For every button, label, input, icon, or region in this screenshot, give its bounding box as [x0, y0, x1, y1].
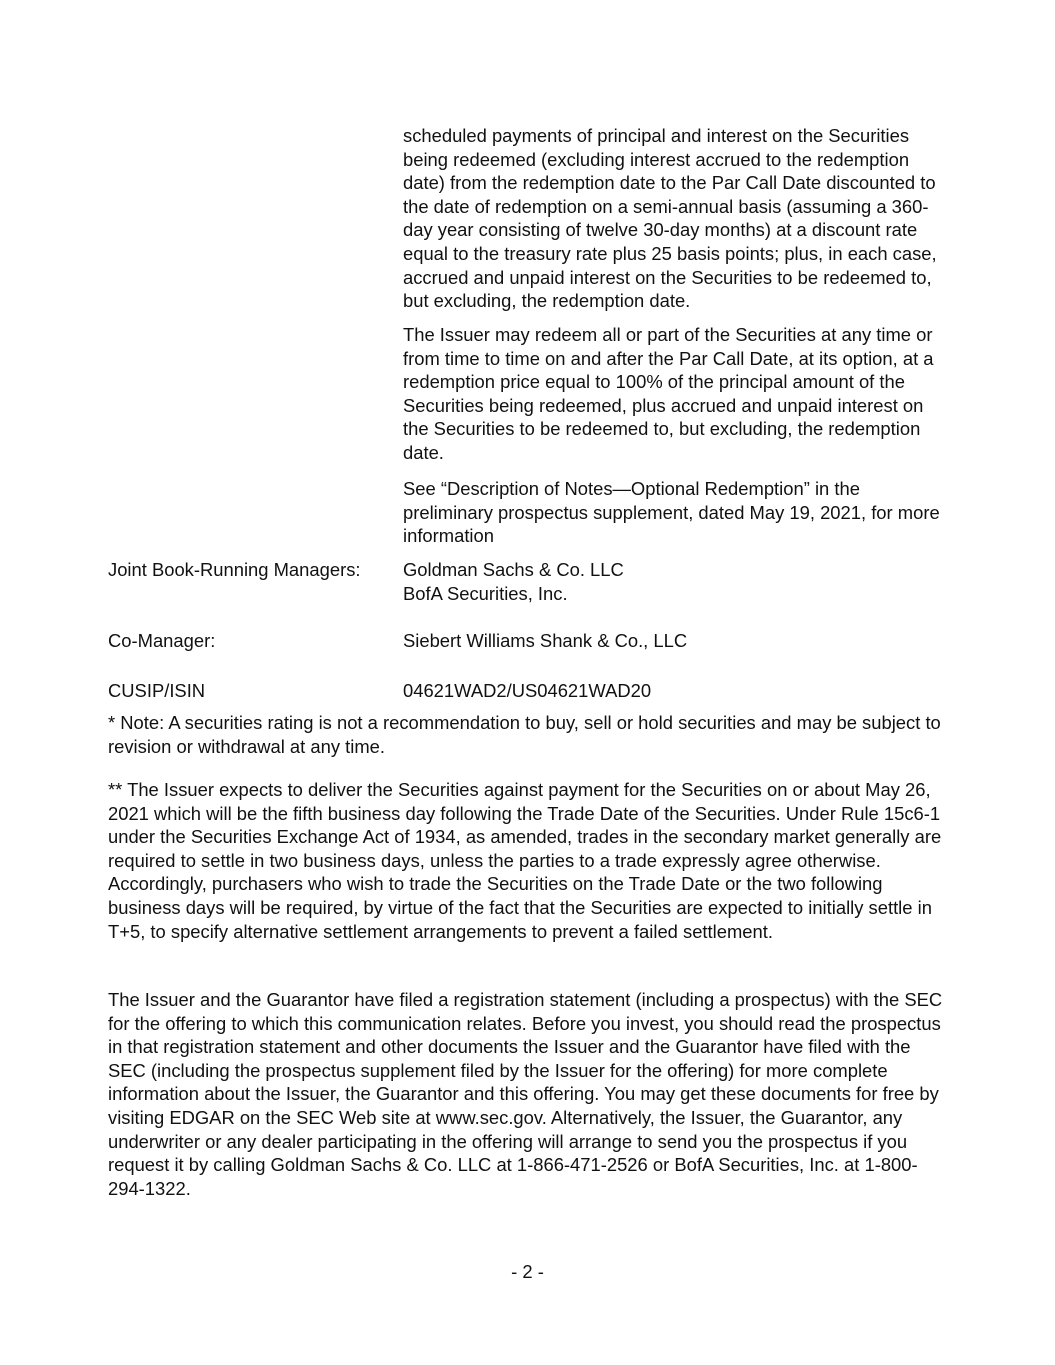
- settlement-note: ** The Issuer expects to deliver the Securities against payment for the Securities on or about May 26, 2021 which will be the fifth business day following the Trade Date of the Securities. Under Rule 15c6-1 under the Securities Exchange Act of 1934, as amended, trades in the secondary market generally are required to settle in two business days, unless the parties to a trade expressly agree otherwise. Accordingly, purchasers who wish to trade the Securities on the Trade Date or the two following business days will be required, by virtue of the fact that the Securities are expected to initially settle in T+5, to specify alternative settlement arrangements to prevent a failed settlement.: [108, 779, 942, 942]
- rating-note: * Note: A securities rating is not a recommendation to buy, sell or hold securities and may be subject to revision or withdrawal at any time.: [108, 712, 941, 757]
- redemption-section: [403, 124, 951, 313]
- page-number: - 2 -: [511, 1261, 544, 1282]
- co-manager-label: Co-Manager:: [108, 630, 216, 651]
- redemption-see-also: See “Description of Notes—Optional Redemption” in the preliminary prospectus supplement, dated May 19, 2021, for more information: [403, 478, 940, 547]
- joint-managers-label: Joint Book-Running Managers:: [108, 559, 361, 580]
- co-manager-value: Siebert Williams Shank & Co., LLC: [403, 630, 688, 651]
- joint-manager-2: BofA Securities, Inc.: [403, 583, 568, 604]
- redemption-paragraph-1: scheduled payments of principal and interest on the Securities being redeemed (excluding interest accrued to the redemption date) from the redemption date to the Par Call Date discounted to the date of redemption on a semi-annual basis (assuming a 360-day year consisting of twelve 30-day months) at a discount rate equal to the treasury rate plus 25 basis points; plus, in each case, accrued and unpaid interest on the Securities to be redeemed to, but excluding, the redemption date.: [403, 125, 937, 312]
- prospectus-legend: The Issuer and the Guarantor have filed a registration statement (including a prospectus) with the SEC for the offering to which this communication relates. Before you invest, you should read the prospectus in that registration statement and other documents the Issuer and the Guarantor have filed with the SEC (including the prospectus supplement filed by the Issuer for the offering) for more complete information about the Issuer, the Guarantor and this offering. You may get these documents for free by visiting EDGAR on the SEC Web site at www.sec.gov. Alternatively, the Issuer, the Guarantor, any underwriter or any dealer participating in the offering will arrange to send you the prospectus if you request it by calling Goldman Sachs & Co. LLC at 1-866-471-2526 or BofA Securities, Inc. at 1-800-294-1322.: [108, 989, 943, 1199]
- redemption-paragraph-2: The Issuer may redeem all or part of the Securities at any time or from time to time on and after the Par Call Date, at its option, at a redemption price equal to 100% of the principal amount of the Securities being redeemed, plus accrued and unpaid interest on the Securities to be redeemed to, but excluding, the redemption date.: [403, 324, 934, 463]
- joint-manager-1: Goldman Sachs & Co. LLC: [403, 559, 624, 580]
- cusip-label: CUSIP/ISIN: [108, 680, 206, 701]
- redemption-section-2: [403, 323, 951, 465]
- cusip-value: 04621WAD2/US04621WAD20: [403, 680, 652, 701]
- redemption-section-3: [403, 477, 951, 548]
